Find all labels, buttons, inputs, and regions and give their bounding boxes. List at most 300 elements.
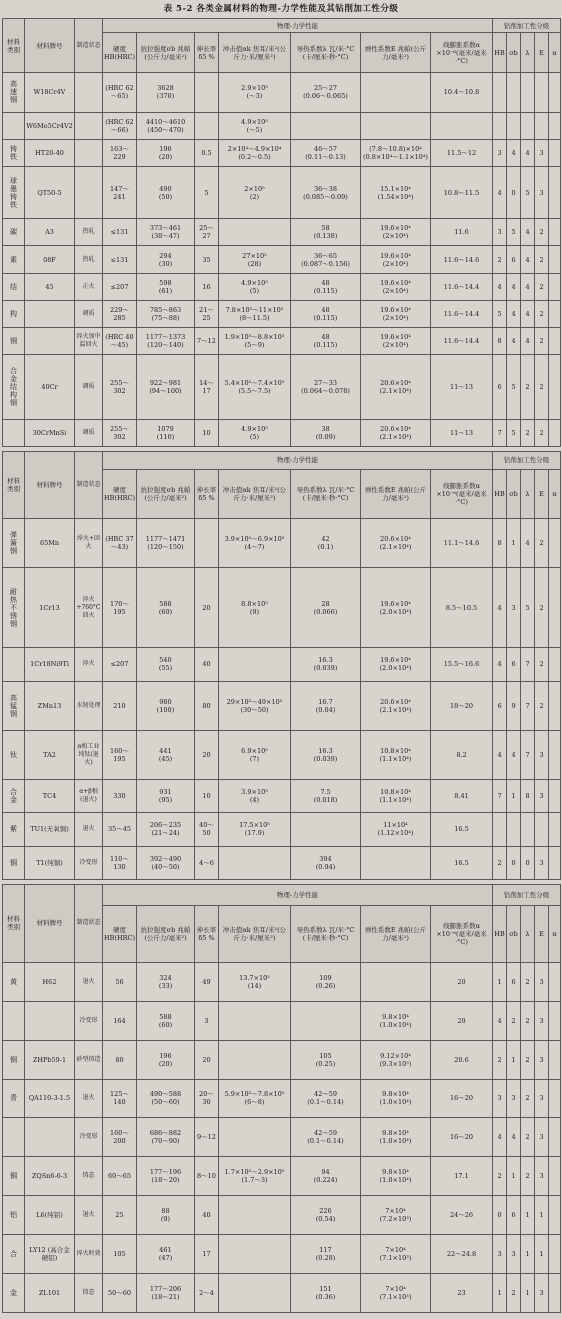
cell-thermal-paren: (0.28) xyxy=(315,1254,336,1263)
cell-elastic-main: 20.6×10⁴ xyxy=(380,697,411,706)
cell-tensile-main: 461 xyxy=(159,1246,172,1255)
cell-grade-0: 3 xyxy=(493,139,507,166)
cell-grade-2: 2 xyxy=(521,962,535,1001)
table-row xyxy=(3,846,561,879)
cell-impact-paren: (2) xyxy=(249,192,260,201)
cell-expansion: 10.4～10.8 xyxy=(431,73,493,113)
cell-elongation: 2～4 xyxy=(195,1274,219,1313)
cell-hardness: 229～285 xyxy=(103,300,137,327)
cell-tensile-paren: (18～20) xyxy=(151,1176,180,1185)
cell-grade-4 xyxy=(549,273,561,300)
table-row xyxy=(3,273,561,300)
cell-state: 水韧处理 xyxy=(75,681,103,730)
header-thermal: 导热系数λ 瓦/米·°C (卡/厘米·秒·°C) xyxy=(291,905,361,962)
cell-tensile-main: 490～588 xyxy=(149,1090,182,1099)
cell-elongation: 20 xyxy=(195,1040,219,1079)
cell-tensile-main: 177～196 xyxy=(149,1168,182,1177)
cell-grade-4 xyxy=(549,219,561,246)
cell-impact-paren: (0.2～0.5) xyxy=(238,152,271,161)
cell-tensile-main: 392～490 xyxy=(149,854,182,863)
cell-expansion: 11.5～12 xyxy=(431,139,493,166)
cell-elastic xyxy=(361,1079,431,1118)
cell-category: 高锰钢 xyxy=(3,681,25,730)
cell-grade-1: 2 xyxy=(507,1274,521,1313)
cell-brand xyxy=(25,1118,75,1157)
cell-grade-0: 4 xyxy=(493,648,507,681)
cell-elastic xyxy=(361,648,431,681)
cell-state xyxy=(75,139,103,166)
header-elastic: 弹性系数E 兆帕(公斤力/毫米²) xyxy=(361,905,431,962)
cell-grade-1: 1 xyxy=(507,1157,521,1196)
cell-expansion: 16～20 xyxy=(431,1079,493,1118)
cell-tensile-paren: (75～88) xyxy=(151,313,180,322)
cell-elastic xyxy=(361,681,431,730)
cell-elastic xyxy=(361,219,431,246)
cell-grade-1: 9 xyxy=(507,681,521,730)
cell-tensile-paren: (40～50) xyxy=(151,862,180,871)
cell-grade-1 xyxy=(507,112,521,139)
cell-brand: L6(纯铝) xyxy=(25,1196,75,1235)
cell-grade-1: 3 xyxy=(507,1079,521,1118)
cell-grade-3: 3 xyxy=(535,139,549,166)
cell-category: 合 xyxy=(3,1235,25,1274)
cell-grade-1: 5 xyxy=(507,419,521,446)
cell-brand: ZL101 xyxy=(25,1274,75,1313)
cell-impact-main: 17.5×10⁵ xyxy=(239,821,270,830)
cell-grade-2: 4 xyxy=(521,139,535,166)
header-hardness: 硬度HB(HRC) xyxy=(103,469,137,518)
cell-hardness: 164 xyxy=(103,1001,137,1040)
cell-tensile xyxy=(137,1235,195,1274)
cell-grade-1: 1 xyxy=(507,518,521,567)
cell-hardness: (HRC 62～66) xyxy=(103,112,137,139)
cell-tensile-paren: (20) xyxy=(158,1059,173,1068)
cell-elastic xyxy=(361,567,431,647)
cell-impact xyxy=(219,419,291,446)
cell-tensile-main: 1079 xyxy=(157,424,174,433)
cell-category xyxy=(3,112,25,139)
cell-grade-2: 7 xyxy=(521,681,535,730)
cell-impact xyxy=(219,1079,291,1118)
cell-expansion: 18～20 xyxy=(431,681,493,730)
cell-elastic-paren: (9.3×10⁵) xyxy=(379,1059,412,1068)
cell-impact-main: 5.4×10⁵～7.4×10⁵ xyxy=(224,378,285,387)
cell-tensile-main: 1177～1471 xyxy=(145,534,186,543)
cell-tensile-main: 294 xyxy=(159,251,172,260)
cell-category: 铝 xyxy=(3,1196,25,1235)
cell-impact-paren: (5) xyxy=(249,432,260,441)
cell-elastic-paren: (2.1×10⁴) xyxy=(379,542,412,551)
cell-elastic-paren: (1.0×10⁴) xyxy=(379,1137,412,1146)
cell-grade-2: 7 xyxy=(521,730,535,779)
cell-category xyxy=(3,1118,25,1157)
cell-thermal xyxy=(291,648,361,681)
cell-category: 青 xyxy=(3,1079,25,1118)
cell-tensile xyxy=(137,1118,195,1157)
cell-tensile-paren: (370) xyxy=(156,92,175,101)
cell-thermal-paren: (0.11～0.13) xyxy=(305,152,346,161)
cell-impact-paren: (8～11.5) xyxy=(239,313,270,322)
cell-thermal xyxy=(291,1079,361,1118)
cell-grade-4 xyxy=(549,300,561,327)
cell-hardness: 80 xyxy=(103,1040,137,1079)
cell-grade-1: 6 xyxy=(507,648,521,681)
cell-elongation: 7～12 xyxy=(195,327,219,354)
header-grade-hb: HB xyxy=(493,33,507,73)
cell-elastic-main: 19.6×10⁴ xyxy=(380,305,411,314)
header-grade-alpha: α xyxy=(549,469,561,518)
cell-hardness: ≤207 xyxy=(103,273,137,300)
cell-grade-3 xyxy=(535,112,549,139)
cell-category: 金 xyxy=(3,1274,25,1313)
cell-grade-3: 2 xyxy=(535,273,549,300)
cell-impact-main: 4.9×10⁵ xyxy=(241,117,268,126)
cell-expansion: 20 xyxy=(431,1001,493,1040)
cell-category: 高速钢 xyxy=(3,73,25,113)
cell-elastic-main: 19.6×10⁴ xyxy=(380,599,411,608)
cell-grade-0: 8 xyxy=(493,518,507,567)
cell-tensile-paren: (30) xyxy=(158,259,173,268)
cell-tensile xyxy=(137,300,195,327)
cell-hardness: 50～60 xyxy=(103,1274,137,1313)
cell-grade-4 xyxy=(549,681,561,730)
cell-grade-0: 4 xyxy=(493,1001,507,1040)
cell-grade-0: 4 xyxy=(493,730,507,779)
cell-grade-1: 4 xyxy=(507,273,521,300)
header-physical-group: 物理-力学性能 xyxy=(103,452,493,470)
header-grade-hb: HB xyxy=(493,469,507,518)
cell-grade-1: 4 xyxy=(507,139,521,166)
cell-grade-4 xyxy=(549,1040,561,1079)
cell-elastic-main: 7×10⁴ xyxy=(385,1207,406,1216)
cell-tensile-main: 922～981 xyxy=(149,378,182,387)
cell-tensile-paren: (110) xyxy=(156,432,175,441)
cell-elastic xyxy=(361,300,431,327)
cell-tensile-paren: (38～47) xyxy=(151,232,180,241)
cell-grade-3: 1 xyxy=(535,1196,549,1235)
cell-elastic-main: 10.8×10⁴ xyxy=(380,788,411,797)
cell-tensile-main: 980 xyxy=(159,697,172,706)
cell-elastic-main: 9.8×10⁴ xyxy=(382,1090,409,1099)
header-state: 制造状态 xyxy=(75,452,103,519)
cell-thermal-paren: (0.115) xyxy=(313,313,338,322)
cell-tensile xyxy=(137,1196,195,1235)
cell-tensile-paren: (55) xyxy=(158,664,173,673)
cell-impact-paren: (4～7) xyxy=(244,542,265,551)
cell-elastic-paren: (2×10⁴) xyxy=(382,313,409,322)
cell-impact xyxy=(219,1040,291,1079)
cell-grade-0: 3 xyxy=(493,1079,507,1118)
cell-tensile xyxy=(137,681,195,730)
cell-elastic-paren: (2.0×10⁴) xyxy=(379,664,412,673)
cell-brand: QA110-3-1.5 xyxy=(25,1079,75,1118)
cell-grade-4 xyxy=(549,1235,561,1274)
cell-hardness: 25 xyxy=(103,1196,137,1235)
cell-grade-2: 1 xyxy=(521,1274,535,1313)
cell-grade-0 xyxy=(493,73,507,113)
header-grade-e: E xyxy=(535,905,549,962)
cell-hardness: (HRC 37～43) xyxy=(103,518,137,567)
cell-grade-4 xyxy=(549,1118,561,1157)
cell-grade-2: 1 xyxy=(521,1235,535,1274)
cell-elastic-paren: (2×10⁴) xyxy=(382,232,409,241)
cell-elongation: 25～27 xyxy=(195,219,219,246)
cell-grade-4 xyxy=(549,419,561,446)
cell-tensile-main: 588 xyxy=(159,599,172,608)
cell-elastic-paren: (2×10⁴) xyxy=(382,286,409,295)
cell-grade-4 xyxy=(549,813,561,846)
cell-tensile xyxy=(137,779,195,812)
cell-elastic xyxy=(361,166,431,219)
cell-elastic-paren: (1.1×10⁴) xyxy=(379,754,412,763)
cell-elastic-paren: (7.1×10³) xyxy=(379,1293,412,1302)
table-row xyxy=(3,1001,561,1040)
cell-thermal-main: 48 xyxy=(321,305,330,314)
cell-tensile xyxy=(137,567,195,647)
cell-expansion: 11.6 xyxy=(431,219,493,246)
table-row xyxy=(3,327,561,354)
header-elastic: 弹性系数E 兆帕(公斤力/毫米²) xyxy=(361,33,431,73)
cell-grade-1: 0 xyxy=(507,846,521,879)
cell-grade-3: 3 xyxy=(535,1157,549,1196)
cell-elastic-paren: (1.1×10⁴) xyxy=(379,796,412,805)
cell-elastic xyxy=(361,354,431,419)
cell-hardness: 125～140 xyxy=(103,1079,137,1118)
cell-elongation: 20 xyxy=(195,567,219,647)
cell-expansion: 11～13 xyxy=(431,419,493,446)
cell-elongation: 40～50 xyxy=(195,813,219,846)
cell-impact-paren: (5) xyxy=(249,286,260,295)
cell-tensile xyxy=(137,1157,195,1196)
cell-grade-3: 2 xyxy=(535,419,549,446)
cell-elastic-main: 19.6×10⁴ xyxy=(380,224,411,233)
cell-thermal xyxy=(291,139,361,166)
cell-grade-1: 4 xyxy=(507,300,521,327)
cell-elongation: 16 xyxy=(195,273,219,300)
cell-expansion: 20 xyxy=(431,962,493,1001)
cell-brand: W18Cr4V xyxy=(25,73,75,113)
table-row xyxy=(3,813,561,846)
cell-impact xyxy=(219,779,291,812)
cell-tensile-paren: (120～150) xyxy=(147,542,184,551)
cell-elastic xyxy=(361,813,431,846)
table-row xyxy=(3,219,561,246)
header-thermal: 导热系数λ 瓦/米·°C (卡/厘米·秒·°C) xyxy=(291,33,361,73)
cell-expansion: 8.2 xyxy=(431,730,493,779)
cell-grade-4 xyxy=(549,246,561,273)
cell-impact xyxy=(219,246,291,273)
cell-elongation: 20～30 xyxy=(195,1079,219,1118)
cell-elastic xyxy=(361,1040,431,1079)
cell-thermal xyxy=(291,813,361,846)
cell-tensile-paren: (20) xyxy=(158,152,173,161)
cell-elastic xyxy=(361,1118,431,1157)
cell-elastic-main: 19.6×10⁴ xyxy=(380,251,411,260)
cell-brand: ZHPb59-1 xyxy=(25,1040,75,1079)
cell-grade-2: 4 xyxy=(521,300,535,327)
cell-thermal-paren: (0.039) xyxy=(313,754,338,763)
cell-grade-0: 5 xyxy=(493,300,507,327)
cell-elastic-main: 9.8×10⁴ xyxy=(382,1168,409,1177)
cell-impact-main: 1.7×10⁵～2.9×10⁵ xyxy=(224,1168,285,1177)
cell-grade-1: 3 xyxy=(507,1235,521,1274)
header-category: 材料类别 xyxy=(3,885,25,963)
cell-elongation: 21～25 xyxy=(195,300,219,327)
table-row xyxy=(3,73,561,113)
cell-brand: ZQSn6-6-3 xyxy=(25,1157,75,1196)
cell-category: 球墨铸铁 xyxy=(3,166,25,219)
header-elongation: 伸长率δ5 % xyxy=(195,469,219,518)
cell-tensile-main: 177～206 xyxy=(149,1285,182,1294)
cell-state: 调质 xyxy=(75,300,103,327)
cell-thermal-main: 58 xyxy=(321,224,330,233)
cell-tensile-main: 785～863 xyxy=(149,305,182,314)
header-hardness: 硬度HB(HRC) xyxy=(103,33,137,73)
header-elongation: 伸长率δ5 % xyxy=(195,905,219,962)
cell-impact xyxy=(219,846,291,879)
cell-category: 合金 xyxy=(3,779,25,812)
cell-grade-4 xyxy=(549,166,561,219)
cell-grade-2: 1 xyxy=(521,1196,535,1235)
cell-thermal-paren: (0.138) xyxy=(313,232,338,241)
header-grade-sb: σb xyxy=(507,33,521,73)
cell-grade-4 xyxy=(549,1196,561,1235)
cell-grade-2: 4 xyxy=(521,246,535,273)
cell-brand: 08F xyxy=(25,246,75,273)
cell-elastic-main: 11×10⁴ xyxy=(383,821,408,830)
cell-thermal-main: 25～27 xyxy=(313,84,338,93)
cell-category: 铜 xyxy=(3,846,25,879)
cell-tensile-paren: (18～21) xyxy=(151,1293,180,1302)
cell-state: 退火 xyxy=(75,1196,103,1235)
cell-state: 退火 xyxy=(75,1079,103,1118)
cell-impact-main: 4.9×10⁵ xyxy=(241,278,268,287)
cell-grade-2: 4 xyxy=(521,273,535,300)
cell-grade-2: 8 xyxy=(521,779,535,812)
cell-elastic-paren: (1.0×10⁴) xyxy=(379,1176,412,1185)
cell-grade-3: 2 xyxy=(535,567,549,647)
cell-thermal xyxy=(291,962,361,1001)
cell-thermal xyxy=(291,327,361,354)
cell-category: 合金结构钢 xyxy=(3,354,25,419)
table-row xyxy=(3,1118,561,1157)
cell-expansion: 8.5～10.5 xyxy=(431,567,493,647)
cell-thermal-main: 151 xyxy=(319,1285,332,1294)
cell-tensile xyxy=(137,73,195,113)
cell-tensile xyxy=(137,273,195,300)
cell-impact-paren: (6～8) xyxy=(244,1098,265,1107)
cell-elastic-main: 20.6×10⁴ xyxy=(380,424,411,433)
cell-state: 砂型铸造 xyxy=(75,1040,103,1079)
cell-thermal-main: 394 xyxy=(319,854,332,863)
cell-hardness: (HRC 40～45) xyxy=(103,327,137,354)
cell-elastic-paren: (1.12×10⁴) xyxy=(377,829,414,838)
cell-impact xyxy=(219,1235,291,1274)
cell-thermal xyxy=(291,518,361,567)
cell-category: 铸铁 xyxy=(3,139,25,166)
cell-elongation: 3 xyxy=(195,1001,219,1040)
cell-category: 紫 xyxy=(3,813,25,846)
header-grade-group: 钻削加工性分级 xyxy=(493,19,561,33)
cell-state: 淬火时效 xyxy=(75,1235,103,1274)
cell-tensile-main: 441 xyxy=(159,746,172,755)
cell-impact xyxy=(219,166,291,219)
cell-grade-3: 3 xyxy=(535,1274,549,1313)
cell-thermal-paren: (0.09) xyxy=(315,432,336,441)
cell-tensile xyxy=(137,419,195,446)
cell-grade-3: 3 xyxy=(535,1001,549,1040)
cell-elastic xyxy=(361,1157,431,1196)
cell-brand: 1Cr18Ni9Ti xyxy=(25,648,75,681)
cell-elastic-paren: (1.0×10⁴) xyxy=(379,1020,412,1029)
cell-expansion: 10.8～11.5 xyxy=(431,166,493,219)
cell-grade-0 xyxy=(493,112,507,139)
cell-elastic-paren: (1.0×10⁴) xyxy=(379,1098,412,1107)
cell-elastic xyxy=(361,518,431,567)
cell-elongation: 49 xyxy=(195,962,219,1001)
cell-grade-0: 7 xyxy=(493,779,507,812)
cell-impact-paren: (～5) xyxy=(246,125,263,134)
header-impact: 冲击值αk 焦耳/米²(公斤力·米/厘米²) xyxy=(219,469,291,518)
cell-expansion: 20.6 xyxy=(431,1040,493,1079)
cell-grade-1: 0 xyxy=(507,166,521,219)
cell-tensile xyxy=(137,219,195,246)
cell-brand: H62 xyxy=(25,962,75,1001)
header-expansion: 线膨胀系数α ×10⁻⁶(毫米/毫米·°C) xyxy=(431,33,493,73)
cell-grade-1: 2 xyxy=(507,1001,521,1040)
cell-impact xyxy=(219,1001,291,1040)
cell-tensile-main: 196 xyxy=(159,1051,172,1060)
cell-state: 冷变形 xyxy=(75,1118,103,1157)
cell-thermal-paren: (0.115) xyxy=(313,286,338,295)
cell-elastic xyxy=(361,962,431,1001)
cell-tensile-paren: (95) xyxy=(158,796,173,805)
cell-thermal xyxy=(291,354,361,419)
cell-elastic-paren: (2×10⁴) xyxy=(382,259,409,268)
cell-grade-2: 5 xyxy=(521,166,535,219)
cell-grade-3 xyxy=(535,73,549,113)
cell-tensile-main: 88 xyxy=(161,1207,170,1216)
table-row xyxy=(3,1157,561,1196)
header-brand: 材料牌号 xyxy=(25,885,75,963)
cell-thermal-paren: (0.25) xyxy=(315,1059,336,1068)
header-category: 材料类别 xyxy=(3,19,25,73)
cell-grade-0: 2 xyxy=(493,246,507,273)
cell-impact-paren: (～3) xyxy=(246,92,263,101)
cell-elastic xyxy=(361,273,431,300)
cell-grade-3: 2 xyxy=(535,518,549,567)
table-row xyxy=(3,1040,561,1079)
cell-impact-main: 1.9×10⁵～8.8×10⁵ xyxy=(224,332,285,341)
cell-impact-main: 27×10⁵ xyxy=(242,251,267,260)
cell-brand: TA2 xyxy=(25,730,75,779)
cell-tensile-paren: (60) xyxy=(158,607,173,616)
cell-expansion: 16.5 xyxy=(431,813,493,846)
cell-tensile-paren: (120～140) xyxy=(147,340,184,349)
cell-tensile-paren: (94～100) xyxy=(149,386,182,395)
cell-thermal xyxy=(291,1196,361,1235)
property-table-block xyxy=(2,18,561,447)
cell-impact xyxy=(219,300,291,327)
cell-hardness: 255～302 xyxy=(103,354,137,419)
cell-grade-4 xyxy=(549,730,561,779)
header-impact: 冲击值αk 焦耳/米²(公斤力·米/厘米²) xyxy=(219,33,291,73)
header-category: 材料类别 xyxy=(3,452,25,519)
cell-grade-3: 2 xyxy=(535,246,549,273)
cell-elongation: 14～17 xyxy=(195,354,219,419)
header-grade-lambda: λ xyxy=(521,33,535,73)
cell-category xyxy=(3,419,25,446)
